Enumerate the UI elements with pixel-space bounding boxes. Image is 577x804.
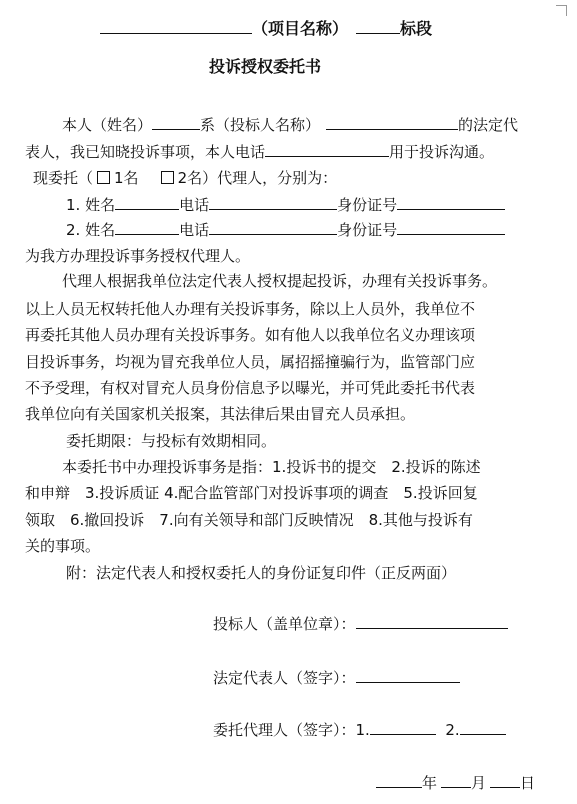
agent-1-id-blank[interactable] — [397, 195, 505, 210]
agent-sign-blank-1[interactable] — [370, 720, 436, 735]
agent-2-id-blank[interactable] — [397, 220, 505, 235]
text-legal-rep: 的法定代 — [458, 116, 519, 134]
bidder-sign-label: 投标人（盖单位章）： — [213, 615, 356, 633]
para2-line: 我单位向有关国家机关报案，其法律后果由冒充人员承担。 — [25, 405, 416, 423]
month-label: 月 — [471, 774, 487, 792]
bidder-sign-row — [213, 613, 508, 634]
lot-blank[interactable] — [356, 19, 400, 34]
bidder-name-blank[interactable] — [326, 115, 458, 130]
bidder-sign-blank[interactable] — [356, 614, 508, 629]
para1-line1 — [62, 114, 518, 135]
agent-sign-num-2: 2. — [445, 721, 460, 739]
text-bidder-label: 系（投标人名称） — [200, 116, 321, 134]
lot-label: 标段 — [400, 19, 433, 38]
para3-line: 关的事项。 — [25, 537, 101, 555]
legal-rep-sign-row — [213, 667, 460, 688]
para1-line2 — [25, 141, 494, 162]
entrust-line — [33, 167, 337, 188]
text-phone-usage: 用于投诉沟通。 — [389, 143, 495, 161]
agent-phone-label: 电话 — [179, 196, 210, 214]
agent-name-label: 姓名 — [85, 221, 116, 239]
agent-end-text: 为我方办理投诉事务授权代理人。 — [25, 247, 251, 265]
legal-rep-sign-label: 法定代表人（签字）： — [213, 669, 356, 687]
agent-sign-label: 委托代理人（签字）： — [213, 721, 356, 739]
month-blank[interactable] — [441, 773, 471, 788]
agent-phone-label: 电话 — [179, 221, 210, 239]
para3-line: 本委托书中办理投诉事务是指：1.投诉书的提交 2.投诉的陈述 — [62, 458, 481, 476]
text-phone-label: 表人，我已知晓投诉事项，本人电话 — [25, 143, 266, 161]
project-name-blank[interactable] — [100, 19, 252, 34]
agent-2-phone-blank[interactable] — [209, 220, 337, 235]
agent-1-phone-blank[interactable] — [209, 195, 337, 210]
para3-line: 领取 6.撤回投诉 7.向有关领导和部门反映情况 8.其他与投诉有 — [25, 511, 473, 529]
agent-sign-blank-2[interactable] — [460, 720, 506, 735]
para2-line: 代理人根据我单位法定代表人授权提起投诉，办理有关投诉事务。 — [62, 272, 498, 290]
para2-line: 再委托其他人员办理有关投诉事务。如有他人以我单位名义办理该项 — [25, 326, 476, 344]
option-one-agent: 1名 — [114, 169, 139, 187]
year-label: 年 — [422, 774, 438, 792]
document-title: 投诉授权委托书 — [209, 57, 322, 76]
option-two-agents: 2名）代理人，分别为： — [177, 169, 338, 187]
agent-name-label: 姓名 — [85, 196, 116, 214]
day-blank[interactable] — [490, 773, 520, 788]
text-name-label: 本人（姓名） — [62, 116, 153, 134]
header — [100, 16, 432, 39]
legal-rep-sign-blank[interactable] — [356, 668, 460, 683]
agent-id-label: 身份证号 — [337, 221, 398, 239]
agent-sign-row — [213, 719, 506, 740]
para2-line: 以上人员无权转托他人办理有关投诉事务，除以上人员外，我单位不 — [25, 300, 476, 318]
para2-line: 不予受理，有权对冒充人员身份信息予以曝光，并可凭此委托书代表 — [25, 379, 476, 397]
entrust-term: 委托期限：与投标有效期相同。 — [66, 432, 277, 450]
agent-2-name-blank[interactable] — [115, 220, 179, 235]
phone-blank[interactable] — [265, 142, 389, 157]
day-label: 日 — [520, 774, 536, 792]
agent-id-label: 身份证号 — [337, 196, 398, 214]
date-row — [376, 772, 535, 793]
agent-row-1 — [66, 194, 505, 215]
agent-1-name-blank[interactable] — [115, 195, 179, 210]
project-label: （项目名称） — [252, 19, 349, 38]
agent-sign-num-1: 1. — [355, 721, 370, 739]
checkbox-one-agent[interactable] — [97, 171, 110, 184]
agent-row-2 — [66, 219, 505, 240]
entrust-prefix: 现委托（ — [33, 169, 94, 187]
agent-number: 2. — [66, 221, 81, 239]
name-blank[interactable] — [152, 115, 200, 130]
checkbox-two-agents[interactable] — [161, 171, 174, 184]
agent-number: 1. — [66, 196, 81, 214]
year-blank[interactable] — [376, 773, 422, 788]
page-corner-mark — [556, 5, 567, 16]
attachment-note: 附：法定代表人和授权委托人的身份证复印件（正反两面） — [66, 564, 457, 582]
para3-line: 和申辩 3.投诉质证 4.配合监管部门对投诉事项的调查 5.投诉回复 — [25, 484, 478, 502]
para2-line: 目投诉事务，均视为冒充我单位人员，属招摇撞骗行为，监管部门应 — [25, 353, 476, 371]
